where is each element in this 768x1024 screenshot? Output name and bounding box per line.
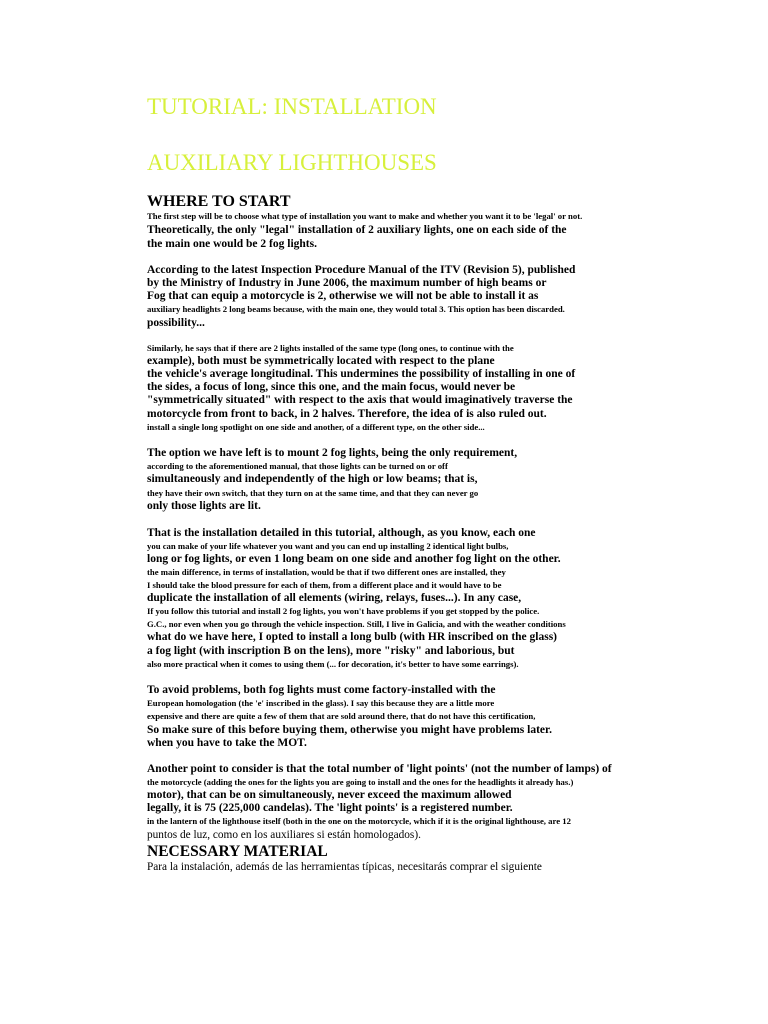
text-line: they have their own switch, that they turn on at the same time, and that they can never go bbox=[147, 488, 479, 498]
text-line: "symmetrically situated" with respect to the axis that would imaginatively traverse the bbox=[147, 394, 573, 406]
title-line-1: TUTORIAL: INSTALLATION bbox=[147, 94, 437, 119]
text-line: you can make of your life whatever you want and you can end up installing 2 identical light bulbs, bbox=[147, 541, 509, 551]
text-line: in the lantern of the lighthouse itself (both in the one on the motorcycle, which if it is the original lighthouse, are 12 bbox=[147, 816, 571, 826]
text-line: simultaneously and independently of the high or low beams; that is, bbox=[147, 473, 478, 485]
text-line: according to the aforementioned manual, that those lights can be turned on or off bbox=[147, 461, 448, 471]
text-line: To avoid problems, both fog lights must come factory-installed with the bbox=[147, 684, 496, 696]
text-line: That is the installation detailed in this tutorial, although, as you know, each one bbox=[147, 527, 536, 539]
text-line: European homologation (the 'e' inscribed in the glass). I say this because they are a little more bbox=[147, 698, 495, 708]
text-line: example), both must be symmetrically located with respect to the plane bbox=[147, 355, 495, 367]
heading-where-to-start: WHERE TO START bbox=[147, 193, 291, 210]
text-line: long or fog lights, or even 1 long beam on one side and another fog light on the other. bbox=[147, 553, 561, 565]
text-line: install a single long spotlight on one side and another, of a different type, on the other side... bbox=[147, 422, 485, 432]
heading-necessary-material: NECESSARY MATERIAL bbox=[147, 843, 328, 860]
text-line: the main difference, in terms of installation, would be that if two different ones are installed, they bbox=[147, 567, 506, 577]
text-line: So make sure of this before buying them, otherwise you might have problems later. bbox=[147, 724, 552, 736]
text-line: the vehicle's average longitudinal. This undermines the possibility of installing in one of bbox=[147, 368, 576, 380]
text-line: auxiliary headlights 2 long beams because, with the main one, they would total 3. This option has been discarded. bbox=[147, 304, 565, 314]
text-line: Theoretically, the only "legal" installation of 2 auxiliary lights, one on each side of the bbox=[147, 224, 567, 236]
text-line: Fog that can equip a motorcycle is 2, otherwise we will not be able to install it as bbox=[147, 290, 539, 302]
text-line: legally, it is 75 (225,000 candelas). The 'light points' is a registered number. bbox=[147, 802, 513, 814]
text-line: motorcycle from front to back, in 2 halves. Therefore, the idea of is also ruled out. bbox=[147, 408, 547, 420]
text-line: If you follow this tutorial and install 2 fog lights, you won't have problems if you get stopped by the police. bbox=[147, 606, 540, 616]
text-line: G.C., nor even when you go through the vehicle inspection. Still, I live in Galicia, and with the weather conditions bbox=[147, 619, 566, 629]
text-line: puntos de luz, como en los auxiliares si están homologados). bbox=[147, 829, 421, 841]
text-line: The option we have left is to mount 2 fog lights, being the only requirement, bbox=[147, 447, 518, 459]
text-line: According to the latest Inspection Procedure Manual of the ITV (Revision 5), published bbox=[147, 264, 576, 276]
text-line: Similarly, he says that if there are 2 lights installed of the same type (long ones, to continue with the bbox=[147, 343, 514, 353]
text-line: I should take the blood pressure for each of them, from a different place and it would have to be bbox=[147, 580, 502, 590]
text-line: only those lights are lit. bbox=[147, 500, 261, 512]
text-line: expensive and there are quite a few of them that are sold around there, that do not have this certification, bbox=[147, 711, 536, 721]
text-line: possibility... bbox=[147, 317, 205, 329]
text-line: Another point to consider is that the total number of 'light points' (not the number of lamps) of bbox=[147, 763, 612, 775]
text-line: Para la instalación, además de las herramientas típicas, necesitarás comprar el siguiente bbox=[147, 861, 542, 873]
text-line: the sides, a focus of long, since this one, and the main focus, would never be bbox=[147, 381, 516, 393]
text-line: what do we have here, I opted to install a long bulb (with HR inscribed on the glass) bbox=[147, 631, 557, 643]
text-line: the motorcycle (adding the ones for the lights you are going to install and the ones for the headlights it already has.) bbox=[147, 777, 574, 787]
text-line: by the Ministry of Industry in June 2006, the maximum number of high beams or bbox=[147, 277, 547, 289]
text-line: also more practical when it comes to using them (... for decoration, it's better to have some earrings). bbox=[147, 659, 519, 669]
text-line: The first step will be to choose what type of installation you want to make and whether you want it to be 'legal' or not. bbox=[147, 211, 583, 221]
text-line: the main one would be 2 fog lights. bbox=[147, 238, 317, 250]
text-line: duplicate the installation of all elements (wiring, relays, fuses...). In any case, bbox=[147, 592, 522, 604]
text-line: a fog light (with inscription B on the lens), more "risky" and laborious, but bbox=[147, 645, 515, 657]
text-line: motor), that can be on simultaneously, never exceed the maximum allowed bbox=[147, 789, 512, 801]
text-line: when you have to take the MOT. bbox=[147, 737, 307, 749]
title-line-2: AUXILIARY LIGHTHOUSES bbox=[147, 150, 437, 175]
